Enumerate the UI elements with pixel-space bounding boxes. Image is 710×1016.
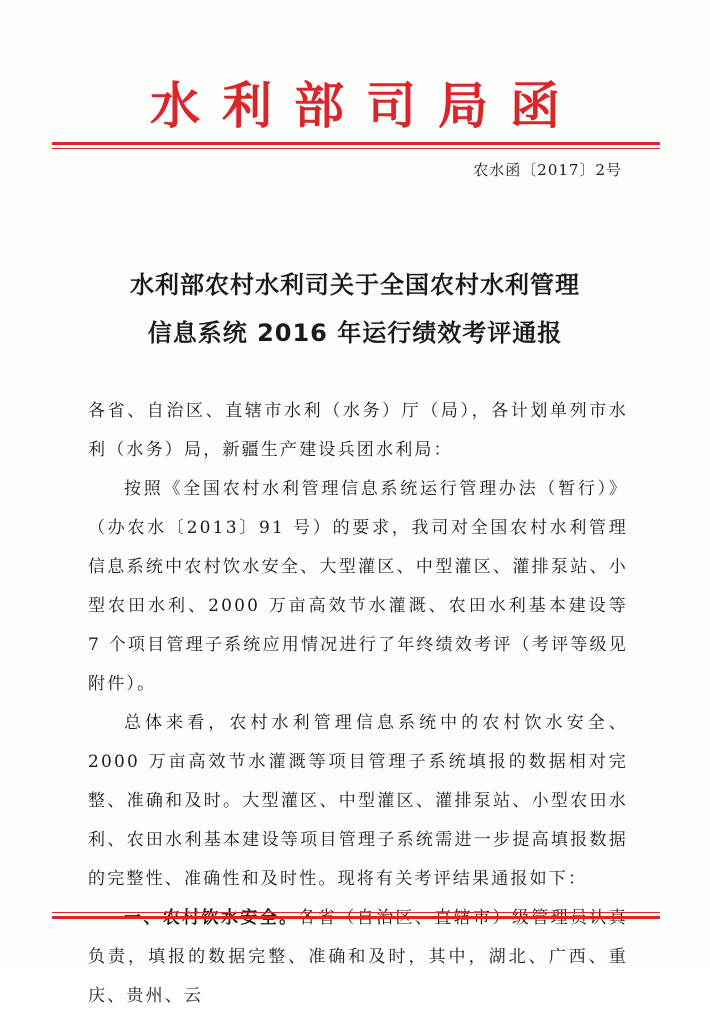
letterhead-rule-thick — [52, 142, 660, 145]
salutation: 各省、自治区、直辖市水利（水务）厅（局），各计划单列市水利（水务）局，新疆生产建设兵团水利局： — [88, 401, 628, 460]
footer-rule-thick — [52, 916, 660, 919]
paragraph-3-text: 负责，填报的数据完整、准确和及时，其中，湖北、广西、重庆、贵州、云 — [88, 947, 628, 1006]
document-body — [88, 392, 628, 1016]
paragraph-1: 按照《全国农村水利管理信息系统运行管理办法（暂行）》（办农水〔2013〕91 号）的要求，我司对全国农村水利管理信息系统中农村饮水安全、大型灌区、中型灌区、灌排泵站、小型农田水利、2000 万亩高效节水灌溉、农田水利基本建设等 7 个项目管理子系统应用情况进行了年终绩效考评（考评等级见附件）。 — [88, 479, 628, 694]
paragraph-2: 总体来看，农村水利管理信息系统中的农村饮水安全、2000 万亩高效节水灌溉等项目管理子系统填报的数据相对完整、准确和及时。大型灌区、中型灌区、灌排泵站、小型农田水利、农田水利基本建设等项目管理子系统需进一步提高填报数据的完整性、准确性和及时性。现将有关考评结果通报如下： — [88, 713, 628, 889]
document-number: 农水函〔2017〕2号 — [473, 161, 622, 179]
letterhead-rule-thin — [52, 148, 660, 149]
footer-rule-thin — [52, 912, 660, 913]
letterhead-title: 水利部司局函 — [150, 76, 582, 135]
document-title-line-2: 信息系统 2016 年运行绩效考评通报 — [147, 319, 563, 347]
document-title-line-1: 水利部农村水利司关于全国农村水利管理 — [130, 271, 580, 299]
